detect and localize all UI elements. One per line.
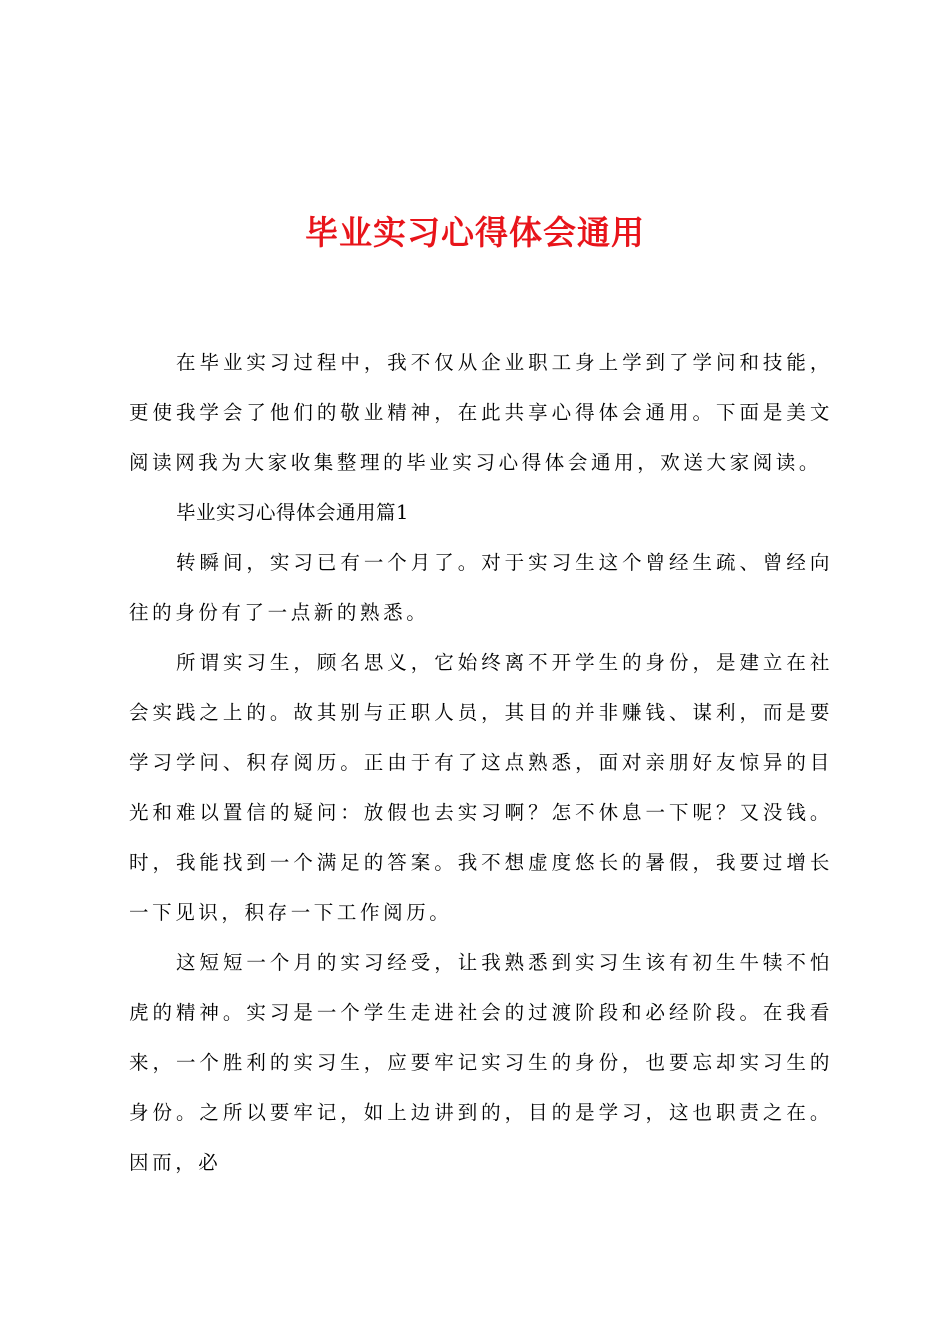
body-paragraph: 所谓实习生，顾名思义，它始终离不开学生的身份，是建立在社会实践之上的。故其别与正职人员，其目的并非赚钱、谋利，而是要学习学问、积存阅历。正由于有了这点熟悉，面对亲朋好友惊异的目光和难以置信的疑问：放假也去实习啊？怎不休息一下呢？又没钱。时，我能找到一个满足的答案。我不想虚度悠长的暑假，我要过增长一下见识，积存一下工作阅历。 xyxy=(129,651,833,924)
section-heading: 毕业实习心得体会通用篇1 xyxy=(176,501,409,524)
intro-paragraph: 在毕业实习过程中，我不仅从企业职工身上学到了学问和技能，更使我学会了他们的敬业精神，在此共享心得体会通用。下面是美文阅读网我为大家收集整理的毕业实习心得体会通用，欢送大家阅读。 xyxy=(129,351,833,474)
body-paragraph: 这短短一个月的实习经受，让我熟悉到实习生该有初生牛犊不怕虎的精神。实习是一个学生走进社会的过渡阶段和必经阶段。在我看来，一个胜利的实习生，应要牢记实习生的身份，也要忘却实习生的身份。之所以要牢记，如上边讲到的，目的是学习，这也职责之在。因而，必 xyxy=(129,951,833,1174)
body-paragraph: 转瞬间，实习已有一个月了。对于实习生这个曾经生疏、曾经向往的身份有了一点新的熟悉。 xyxy=(129,551,833,624)
document-title: 毕业实习心得体会通用 xyxy=(305,213,645,252)
document-body xyxy=(129,338,833,1188)
